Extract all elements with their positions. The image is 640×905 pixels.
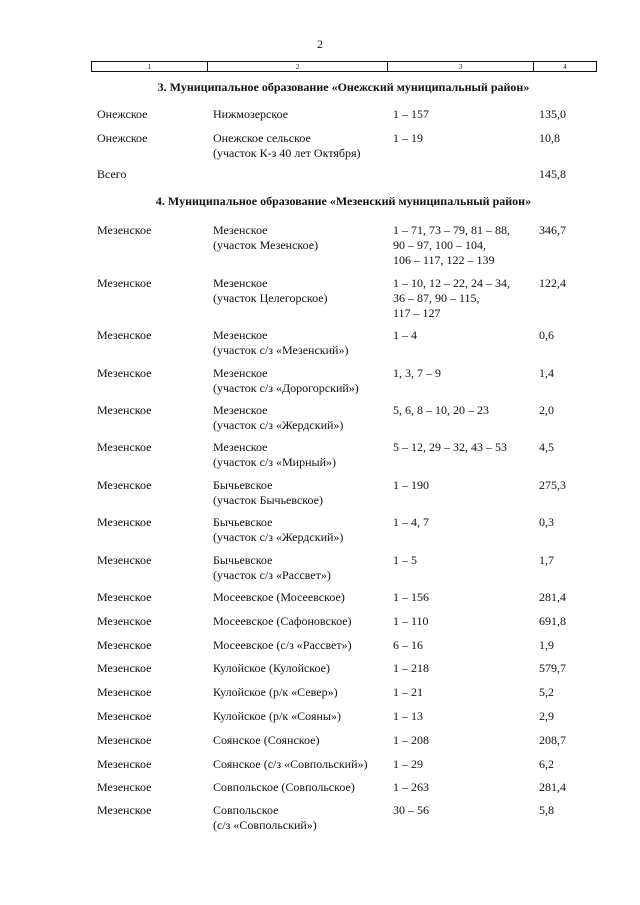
settlement-cell: Мезенское <box>97 685 152 699</box>
locality-cell: Кулойское (Кулойское) <box>213 661 330 675</box>
locality-cell: Мезенское <box>213 403 268 417</box>
quarter-numbers-cell: 1 – 208 <box>393 733 429 747</box>
quarter-numbers-cell: 1 – 4, 7 <box>393 515 429 529</box>
settlement-cell: Онежское <box>97 107 148 121</box>
area-cell: 2,0 <box>539 403 554 417</box>
area-cell: 346,7 <box>539 223 566 237</box>
locality-cell: (участок с/з «Мезенский») <box>213 343 349 357</box>
quarter-numbers-cell: 1 – 29 <box>393 757 423 771</box>
area-cell: 281,4 <box>539 780 566 794</box>
locality-cell: Бычьевское <box>213 478 273 492</box>
settlement-cell: Мезенское <box>97 440 152 454</box>
area-cell: 0,6 <box>539 328 554 342</box>
locality-cell: Мосеевское (Мосеевское) <box>213 590 345 604</box>
area-cell: 1,4 <box>539 366 554 380</box>
area-cell: 5,2 <box>539 685 554 699</box>
locality-cell: Бычьевское <box>213 515 273 529</box>
locality-cell: (участок с/з «Дорогорский») <box>213 381 359 395</box>
locality-cell: Соянское (с/з «Совпольский») <box>213 757 368 771</box>
locality-cell: Нижмозерское <box>213 107 289 121</box>
quarter-numbers-cell: 1 – 263 <box>393 780 429 794</box>
locality-cell: (участок с/з «Мирный») <box>213 455 336 469</box>
header-col-2: 2 <box>208 62 388 72</box>
locality-cell: Кулойское (р/к «Север») <box>213 685 338 699</box>
quarter-numbers-cell: 5 – 12, 29 – 32, 43 – 53 <box>393 440 507 454</box>
locality-cell: (участок с/з «Рассвет») <box>213 568 331 582</box>
area-cell: 1,9 <box>539 638 554 652</box>
settlement-cell: Мезенское <box>97 515 152 529</box>
locality-cell: Соянское (Соянское) <box>213 733 320 747</box>
locality-cell: (участок К-з 40 лет Октября) <box>213 146 361 160</box>
locality-cell: Мезенское <box>213 366 268 380</box>
area-cell: 1,7 <box>539 553 554 567</box>
settlement-cell: Мезенское <box>97 614 152 628</box>
locality-cell: Бычьевское <box>213 553 273 567</box>
area-cell: 691,8 <box>539 614 566 628</box>
quarter-numbers-cell: 1 – 71, 73 – 79, 81 – 88, <box>393 223 510 237</box>
settlement-cell: Мезенское <box>97 661 152 675</box>
area-cell: 10,8 <box>539 131 560 145</box>
settlement-cell: Мезенское <box>97 478 152 492</box>
settlement-cell: Онежское <box>97 131 148 145</box>
area-cell: 5,8 <box>539 803 554 817</box>
locality-cell: (с/з «Совпольский») <box>213 818 317 832</box>
settlement-cell: Всего <box>97 167 127 181</box>
settlement-cell: Мезенское <box>97 590 152 604</box>
settlement-cell: Мезенское <box>97 223 152 237</box>
quarter-numbers-cell: 90 – 97, 100 – 104, <box>393 238 486 252</box>
quarter-numbers-cell: 1 – 190 <box>393 478 429 492</box>
settlement-cell: Мезенское <box>97 276 152 290</box>
area-cell: 122,4 <box>539 276 566 290</box>
quarter-numbers-cell: 5, 6, 8 – 10, 20 – 23 <box>393 403 489 417</box>
quarter-numbers-cell: 1 – 218 <box>393 661 429 675</box>
quarter-numbers-cell: 1 – 4 <box>393 328 417 342</box>
quarter-numbers-cell: 6 – 16 <box>393 638 423 652</box>
area-cell: 4,5 <box>539 440 554 454</box>
area-cell: 208,7 <box>539 733 566 747</box>
settlement-cell: Мезенское <box>97 366 152 380</box>
quarter-numbers-cell: 1 – 156 <box>393 590 429 604</box>
quarter-numbers-cell: 1 – 13 <box>393 709 423 723</box>
locality-cell: Онежское сельское <box>213 131 311 145</box>
quarter-numbers-cell: 1 – 21 <box>393 685 423 699</box>
settlement-cell: Мезенское <box>97 803 152 817</box>
locality-cell: Мосеевское (Сафоновское) <box>213 614 352 628</box>
quarter-numbers-cell: 1 – 157 <box>393 107 429 121</box>
locality-cell: Мезенское <box>213 440 268 454</box>
quarter-numbers-cell: 1, 3, 7 – 9 <box>393 366 441 380</box>
quarter-numbers-cell: 117 – 127 <box>393 306 441 320</box>
locality-cell: (участок Мезенское) <box>213 238 319 252</box>
locality-cell: Совпольское <box>213 803 279 817</box>
area-cell: 275,3 <box>539 478 566 492</box>
quarter-numbers-cell: 30 – 56 <box>393 803 429 817</box>
quarter-numbers-cell: 1 – 110 <box>393 614 429 628</box>
column-number-header <box>91 61 597 72</box>
quarter-numbers-cell: 106 – 117, 122 – 139 <box>393 253 495 267</box>
area-cell: 2,9 <box>539 709 554 723</box>
locality-cell: Кулойское (р/к «Сояны») <box>213 709 341 723</box>
header-col-1: 1 <box>92 62 208 72</box>
settlement-cell: Мезенское <box>97 403 152 417</box>
section-title: 4. Муниципальное образование «Мезенский муниципальный район» <box>155 194 532 208</box>
locality-cell: Мезенское <box>213 223 268 237</box>
settlement-cell: Мезенское <box>97 638 152 652</box>
locality-cell: Мезенское <box>213 328 268 342</box>
locality-cell: (участок Целегорское) <box>213 291 328 305</box>
settlement-cell: Мезенское <box>97 328 152 342</box>
quarter-numbers-cell: 36 – 87, 90 – 115, <box>393 291 480 305</box>
locality-cell: Мосеевское (с/з «Рассвет») <box>213 638 352 652</box>
settlement-cell: Мезенское <box>97 709 152 723</box>
area-cell: 281,4 <box>539 590 566 604</box>
locality-cell: (участок с/з «Жердский») <box>213 418 344 432</box>
header-row <box>92 62 597 72</box>
section-title: 3. Муниципальное образование «Онежский муниципальный район» <box>157 80 530 94</box>
settlement-cell: Мезенское <box>97 553 152 567</box>
area-cell: 0,3 <box>539 515 554 529</box>
settlement-cell: Мезенское <box>97 733 152 747</box>
header-col-4: 4 <box>534 62 597 72</box>
locality-cell: Мезенское <box>213 276 268 290</box>
area-cell: 135,0 <box>539 107 566 121</box>
locality-cell: (участок с/з «Жердский») <box>213 530 344 544</box>
quarter-numbers-cell: 1 – 5 <box>393 553 417 567</box>
quarter-numbers-cell: 1 – 10, 12 – 22, 24 – 34, <box>393 276 510 290</box>
area-cell: 6,2 <box>539 757 554 771</box>
locality-cell: Совпольское (Совпольское) <box>213 780 355 794</box>
area-cell: 579,7 <box>539 661 566 675</box>
settlement-cell: Мезенское <box>97 757 152 771</box>
area-cell: 145,8 <box>539 167 566 181</box>
quarter-numbers-cell: 1 – 19 <box>393 131 423 145</box>
page-number: 2 <box>317 37 323 51</box>
header-col-3: 3 <box>388 62 534 72</box>
locality-cell: (участок Бычьевское) <box>213 493 323 507</box>
settlement-cell: Мезенское <box>97 780 152 794</box>
